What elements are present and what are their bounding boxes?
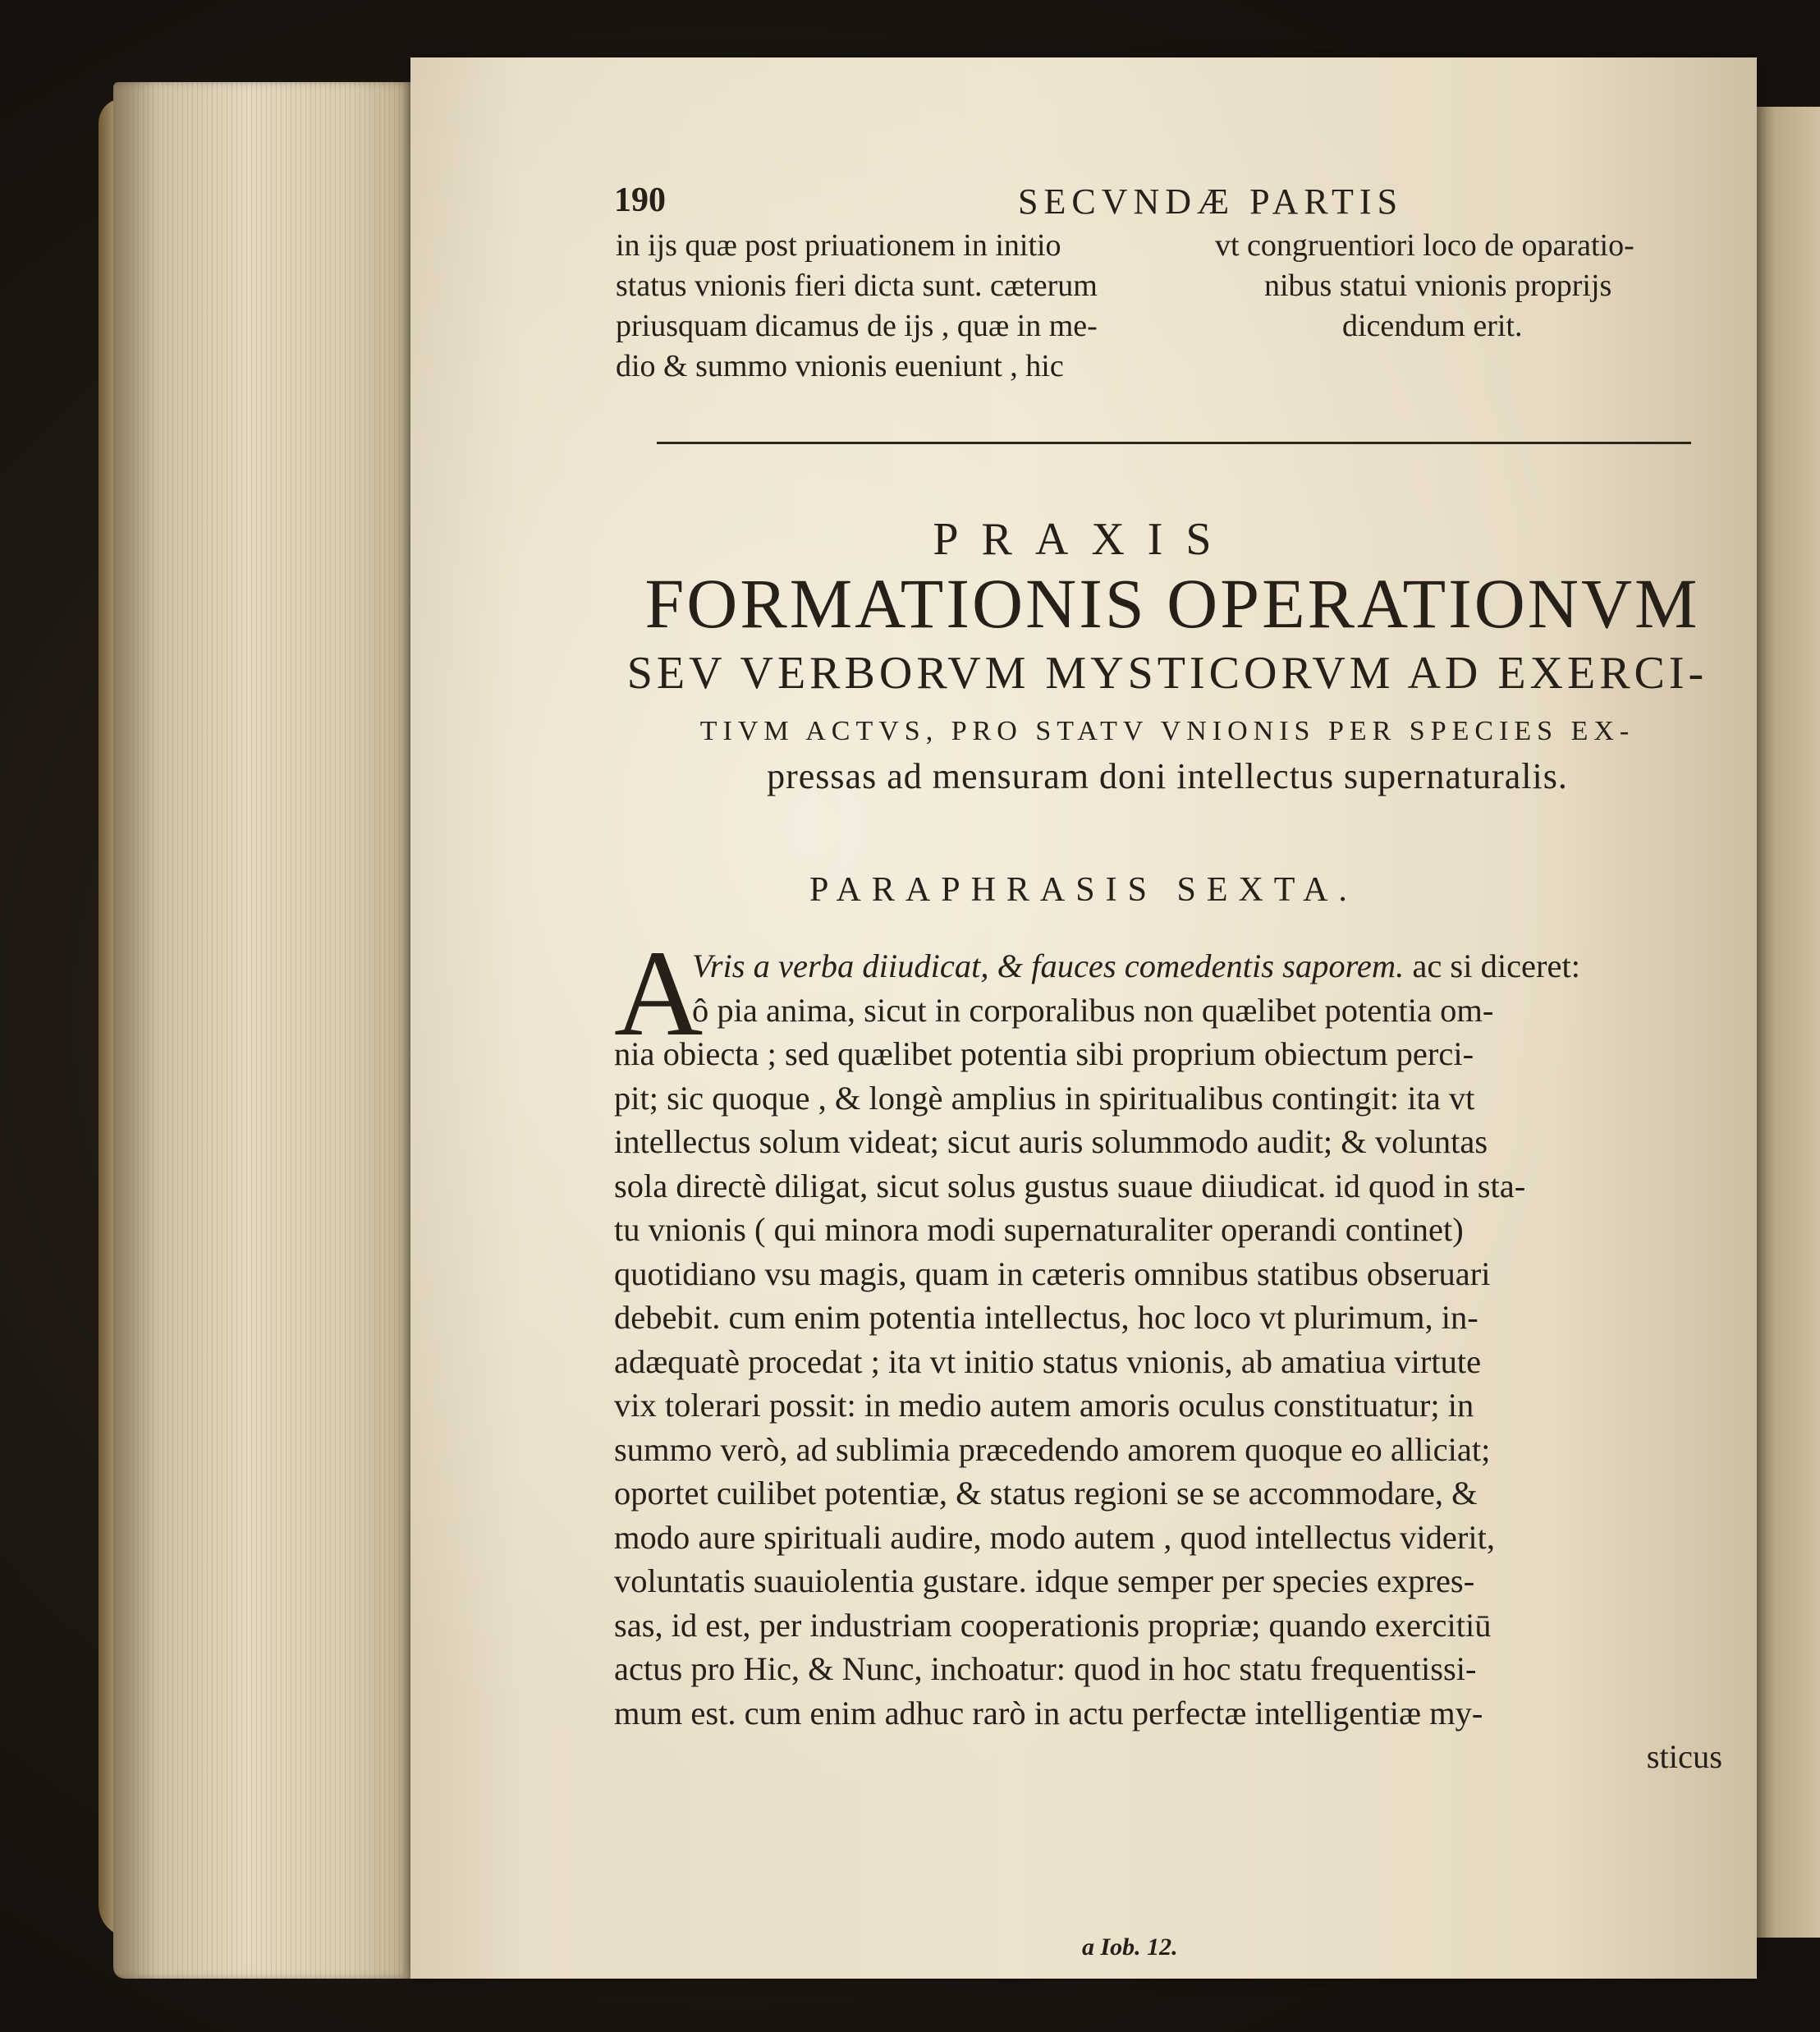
text-line: priusquam dicamus de ijs , quæ in me- (616, 309, 1098, 343)
text-line: sola directè diligat, sicut solus gustus suaue diiudicat. id quod in sta- (614, 1167, 1526, 1204)
text-line: intellectus solum videat; sicut auris solummodo audit; & voluntas (614, 1123, 1488, 1160)
text-line: dicendum erit. (1342, 309, 1523, 343)
book-page (410, 57, 1757, 1979)
text-line: nibus statui vnionis proprijs (1264, 268, 1612, 303)
footnote-reference: a Iob. 12. (1082, 1933, 1178, 1961)
top-right-column (1215, 226, 1658, 346)
text-line: modo aure spirituali audire, modo autem , quod intellectus viderit, (614, 1518, 1495, 1556)
text-line: summo verò, ad sublimia præcedendo amorem quoque eo alliciat; (614, 1430, 1491, 1468)
drop-cap: A (614, 925, 704, 1062)
text-line: ô pia anima, sicut in corporalibus non quælibet potentia om- (692, 991, 1494, 1029)
text-line: vix tolerari possit: in medio autem amoris oculus constituatur; in (614, 1387, 1474, 1424)
body-text (614, 944, 1722, 1779)
text-line-continuation: ac si diceret: (1404, 947, 1580, 984)
heading-subtitle-line-3: pressas ad mensuram doni intellectus supernaturalis. (767, 756, 1568, 796)
heading-paraphrasis: PARAPHRASIS SEXTA. (809, 871, 1358, 909)
heading-main-title: FORMATIONIS OPERATIONVM (644, 564, 1700, 643)
scripture-quote: Vris a verba diiudicat, & fauces comedentis saporem. (692, 947, 1405, 984)
top-left-column (616, 226, 1166, 387)
text-line: oportet cuilibet potentiæ, & status regioni se se accommodare, & (614, 1475, 1478, 1511)
text-line: vt congruentiori loco de oparatio- (1215, 228, 1634, 263)
heading-praxis: PRAXIS (933, 514, 1235, 565)
text-line: mum est. cum enim adhuc rarò in actu perfectæ intelligentiæ my- (614, 1694, 1483, 1732)
text-line: voluntatis suauiolentia gustare. idque semper per species expres- (614, 1562, 1475, 1599)
text-line: tu vnionis ( qui minora modi supernaturaliter operandi continet) (614, 1211, 1464, 1248)
horizontal-rule (657, 442, 1691, 444)
page-number: 190 (614, 181, 666, 219)
text-line-first (614, 944, 1722, 988)
text-line: sas, id est, per industriam cooperationis propriæ; quando exercitiū (614, 1606, 1492, 1644)
text-line: quotidiano vsu magis, quam in cæteris omnibus statibus obseruari (614, 1255, 1491, 1292)
text-line: status vnionis fieri dicta sunt. cæterum (616, 268, 1098, 303)
text-line: dio & summo vnionis eueniunt , hic (616, 349, 1064, 383)
running-head: SECVNDÆ PARTIS (1018, 181, 1404, 222)
text-line: in ijs quæ post priuationem in initio (616, 228, 1061, 263)
text-line: debebit. cum enim potentia intellectus, hoc loco vt plurimum, in- (614, 1299, 1478, 1336)
page-block-edge (113, 82, 413, 1979)
text-line: nia obiecta ; sed quælibet potentia sibi proprium obiectum perci- (614, 1035, 1474, 1072)
catchword: sticus (1646, 1738, 1722, 1775)
heading-subtitle-line-2: TIVM ACTVS, PRO STATV VNIONIS PER SPECIES EX- (699, 716, 1635, 746)
text-line: pit; sic quoque , & longè amplius in spiritualibus contingit: ita vt (614, 1079, 1475, 1117)
text-line: actus pro Hic, & Nunc, inchoatur: quod in hoc statu frequentissi- (614, 1650, 1477, 1687)
text-line: adæquatè procedat ; ita vt initio status vnionis, ab amatiua virtute (614, 1342, 1482, 1380)
heading-subtitle-line-1: SEV VERBORVM MYSTICORVM AD EXERCI- (626, 648, 1708, 699)
